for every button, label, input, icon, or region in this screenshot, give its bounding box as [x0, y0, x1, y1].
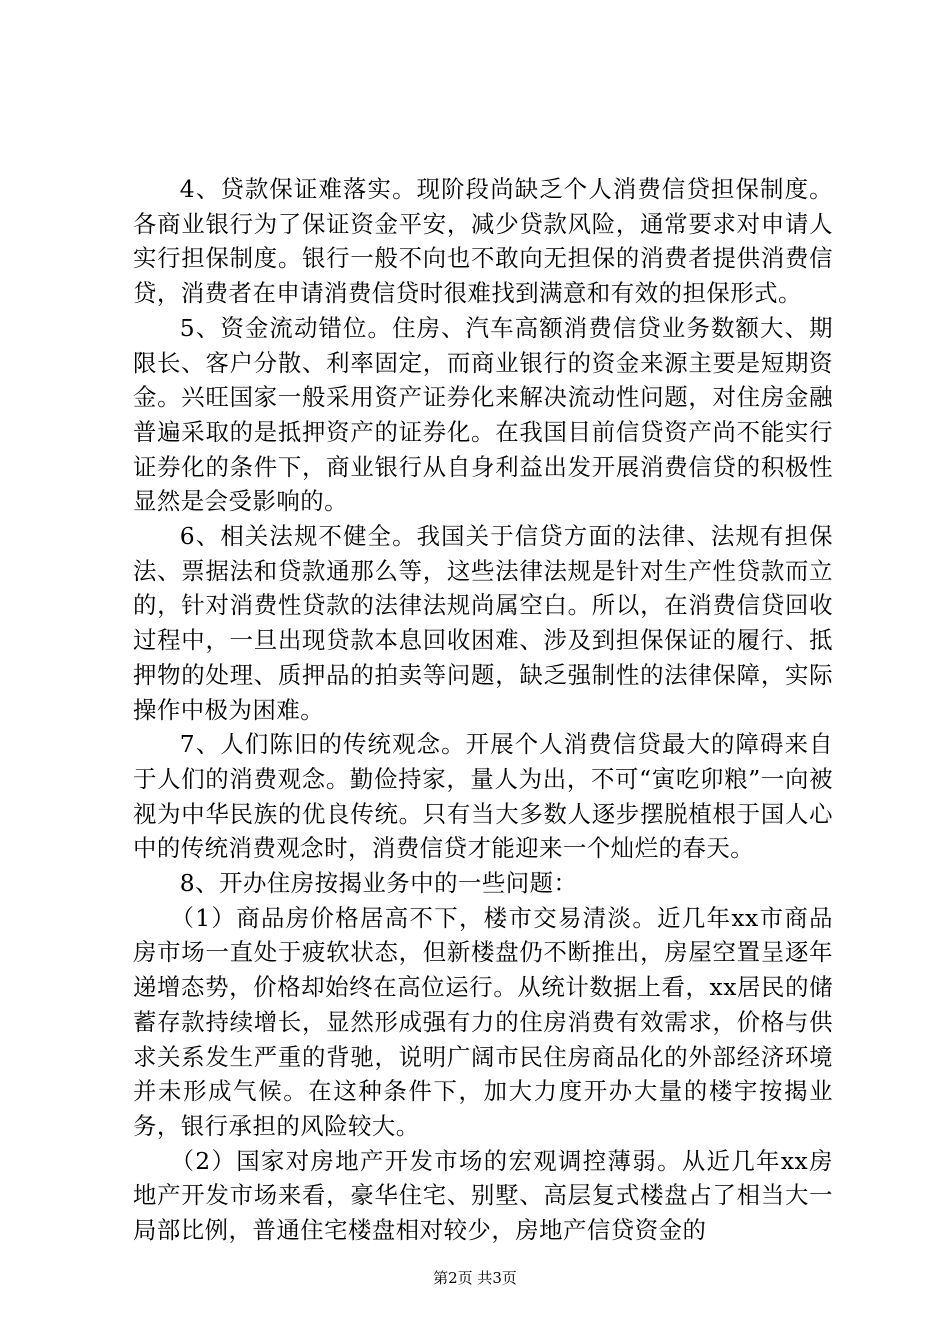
page-footer: 第2页 共3页 — [433, 1269, 517, 1287]
paragraph-macro-control: （2）国家对房地产开发市场的宏观调控薄弱。从近几年xx房地产开发市场来看，豪华住宅、别墅、高层复式楼盘占了相当大一局部比例，普通住宅楼盘相对较少，房地产信贷资金的 — [133, 1146, 833, 1245]
paragraph-regulations: 6、相关法规不健全。我国关于信贷方面的法律、法规有担保法、票据法和贷款通那么等，这些法律法规是针对生产性贷款而立的，针对消费性贷款的法律法规尚属空白。所以，在消费信贷回收过程中，一旦出现贷款本息回收困难、涉及到担保保证的履行、抵押物的处理、质押品的拍卖等问题，缺乏强制性的法律保障，实际操作中极为困难。 — [133, 522, 833, 724]
paragraph-traditional-concepts: 7、人们陈旧的传统观念。开展个人消费信贷最大的障碍来自于人们的消费观念。勤俭持家，量人为出，不可“寅吃卯粮”一向被视为中华民族的优良传统。只有当大多数人逐步摆脱植根于国人心中的传统消费观念时，消费信贷才能迎来一个灿烂的春天。 — [133, 730, 833, 863]
document-body — [133, 172, 833, 1248]
paragraph-mortgage-issues-heading: 8、开办住房按揭业务中的一些问题： — [179, 869, 578, 898]
paragraph-loan-guarantee: 4、贷款保证难落实。现阶段尚缺乏个人消费信贷担保制度。各商业银行为了保证资金平安，减少贷款风险，通常要求对申请人实行担保制度。银行一般不向也不敢向无担保的消费者提供消费信贷，消费者在申请消费信贷时很难找到满意和有效的担保形式。 — [133, 175, 833, 308]
paragraph-housing-prices: （1）商品房价格居高不下，楼市交易清淡。近几年xx市商品房市场一直处于疲软状态，但新楼盘仍不断推出，房屋空置呈逐年递增态势，价格却始终在高位运行。从统计数据上看，xx居民的储蓄存款持续增长，显然形成强有力的住房消费有效需求，价格与供求关系发生严重的背驰，说明广阔市民住房商品化的外部经济环境并未形成气候。在这种条件下，加大力度开办大量的楼宇按揭业务，银行承担的风险较大。 — [133, 903, 833, 1140]
paragraph-fund-mismatch: 5、资金流动错位。住房、汽车高额消费信贷业务数额大、期限长、客户分散、利率固定，而商业银行的资金来源主要是短期资金。兴旺国家一般采用资产证券化来解决流动性问题，对住房金融普遍采取的是抵押资产的证券化。在我国目前信贷资产尚不能实行证券化的条件下，商业银行从自身利益出发开展消费信贷的积极性显然是会受影响的。 — [133, 313, 833, 516]
